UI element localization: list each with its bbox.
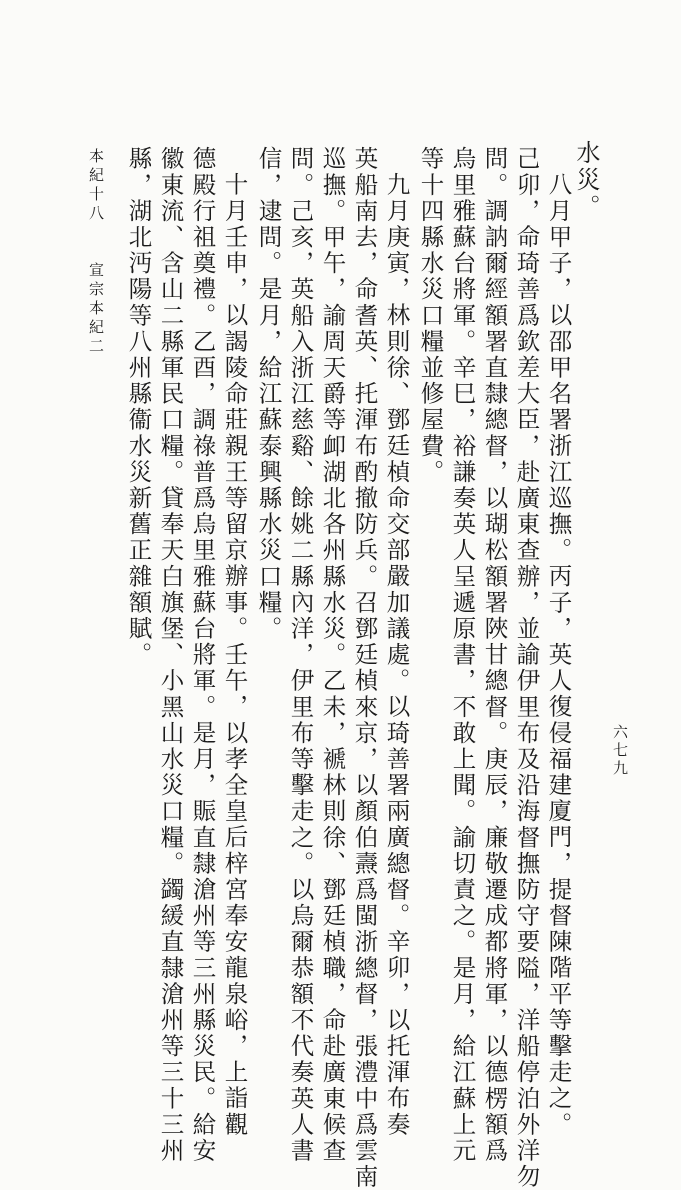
page-number: 六七九	[611, 724, 629, 778]
text-column-14: 徽東流、含山二縣軍民口糧。貸奉天白旗堡、小黑山水災口糧。蠲緩直隸滄州等三十三州	[156, 146, 185, 1164]
text-column-15: 縣，湖北沔陽等八州縣衞水災新舊正雜額賦。	[124, 146, 153, 668]
text-column-8: 英船南去，命耆英、托渾布酌撤防兵。召鄧廷楨來京，以顏伯燾爲閩浙總督，張澧中爲雲南	[350, 146, 379, 1190]
text-column-4: 問。調訥爾經額署直隸總督，以瑚松額署陜甘總督。庚辰，廉敬遷成都將軍，以德楞額爲	[480, 146, 509, 1164]
text-column-12: 十月壬申，以謁陵命莊親王等留京辦事。壬午，以孝全皇后梓宮奉安龍泉峪，上詣觀	[220, 172, 249, 1138]
running-head-section: 宣宗本紀二	[87, 262, 105, 357]
text-column-6: 等十四縣水災口糧並修屋費。	[416, 146, 445, 486]
text-column-10: 問。己亥，英船入浙江慈谿、餘姚二縣內洋，伊里布等擊走之。以烏爾恭額不代奏英人書	[286, 146, 315, 1164]
text-column-11: 信，逮問。是月，給江蘇泰興縣水災口糧。	[254, 146, 283, 642]
text-column-13: 德殿行祖奠禮。乙酉，調祿普爲烏里雅蘇台將軍。是月，賑直隸滄州等三州縣災民。給安	[188, 146, 217, 1164]
running-head-volume: 本紀十八	[87, 148, 105, 224]
text-column-9: 巡撫。甲午，諭周天爵等卹湖北各州縣水災。乙未，褫林則徐、鄧廷楨職，命赴廣東候查	[318, 146, 347, 1164]
text-column-7: 九月庚寅，林則徐、鄧廷楨命交部嚴加議處。以琦善署兩廣總督。辛卯，以托渾布奏	[382, 172, 411, 1138]
text-column-1: 水災。	[572, 140, 600, 221]
text-column-2: 八月甲子，以邵甲名署浙江巡撫。丙子，英人復侵福建廈門，提督陳階平等擊走之。	[544, 172, 573, 1138]
text-column-3: 己卯，命琦善爲欽差大臣，赴廣東查辦，並諭伊里布及沿海督撫防守要隘，洋船停泊外洋勿	[512, 146, 541, 1190]
text-column-5: 烏里雅蘇台將軍。辛巳，裕謙奏英人呈遞原書，不敢上聞。諭切責之。是月，給江蘇上元	[448, 146, 477, 1164]
